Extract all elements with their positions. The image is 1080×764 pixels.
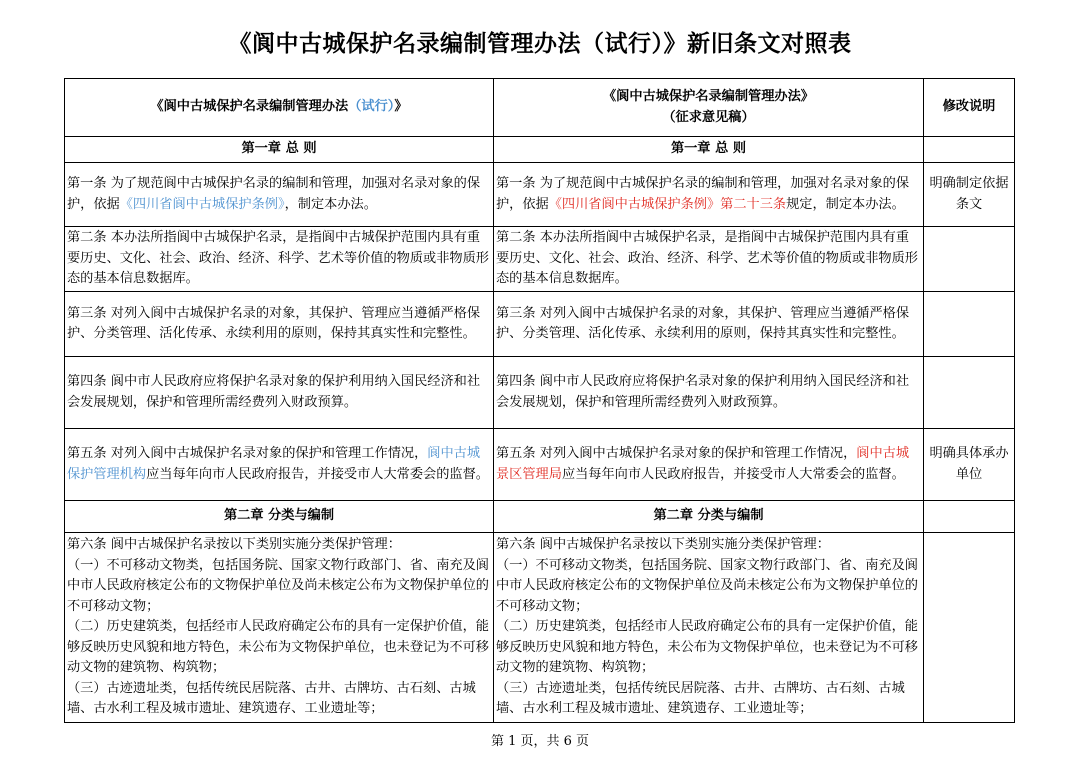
chapter-title-old: 第二章 分类与编制: [65, 501, 494, 533]
table-row: [65, 227, 1015, 292]
article-5-note: 明确具体承办单位: [924, 429, 1015, 501]
article-6-note: [924, 533, 1015, 723]
chapter-title-old: 第一章 总 则: [65, 137, 494, 163]
chapter-row: [65, 501, 1015, 533]
article-2-new: 第二条 本办法所指阆中古城保护名录，是指阆中古城保护范围内具有重要历史、文化、社会、政治、经济、科学、艺术等价值的物质或非物质形态的基本信息数据库。: [494, 227, 924, 292]
page-title: 《阆中古城保护名录编制管理办法（试行）》新旧条文对照表: [228, 31, 852, 57]
chapter-title-new: 第一章 总 则: [494, 137, 924, 163]
header-new-version: 《阆中古城保护名录编制管理办法》 （征求意见稿）: [494, 79, 924, 137]
article-3-old: 第三条 对列入阆中古城保护名录的对象，其保护、管理应当遵循严格保护、分类管理、活化传承、永续利用的原则，保持其真实性和完整性。: [65, 292, 494, 357]
chapter-note: [924, 501, 1015, 533]
article-3-new: 第三条 对列入阆中古城保护名录的对象，其保护、管理应当遵循严格保护、分类管理、活化传承、永续利用的原则，保持其真实性和完整性。: [494, 292, 924, 357]
article-4-old: 第四条 阆中市人民政府应将保护名录对象的保护利用纳入国民经济和社会发展规划，保护和管理所需经费列入财政预算。: [65, 357, 494, 429]
table-row: [65, 429, 1015, 501]
header-old-version: 《阆中古城保护名录编制管理办法（试行）》: [65, 79, 494, 137]
chapter-title-new: 第二章 分类与编制: [494, 501, 924, 533]
article-1-old: 第一条 为了规范阆中古城保护名录的编制和管理，加强对名录对象的保护，依据《四川省阆中古城保护条例》，制定本办法。: [65, 163, 494, 227]
header-note: 修改说明: [924, 79, 1015, 137]
article-2-note: [924, 227, 1015, 292]
table-row: [65, 357, 1015, 429]
article-5-new: 第五条 对列入阆中古城保护名录对象的保护和管理工作情况，阆中古城景区管理局应当每年向市人民政府报告，并接受市人大常委会的监督。: [494, 429, 924, 501]
comparison-table: [64, 78, 1015, 723]
article-1-new: 第一条 为了规范阆中古城保护名录的编制和管理，加强对名录对象的保护，依据《四川省阆中古城保护条例》第二十三条规定，制定本办法。: [494, 163, 924, 227]
article-4-note: [924, 357, 1015, 429]
article-6-new: 第六条 阆中古城保护名录按以下类别实施分类保护管理： （一）不可移动文物类，包括国务院、国家文物行政部门、省、南充及阆中市人民政府核定公布的文物保护单位及尚未核定公布为文物保护单位的不可移动文物； （二）历史建筑类，包括经市人民政府确定公布的具有一定保护价值，能够反映历史风貌和地方特色，未公布为文物保护单位，也未登记为不可移动文物的建筑物、构筑物； （三）古迹遗址类，包括传统民居院落、古井、古牌坊、古石刻、古城墙、古水利工程及城市遗址、建筑遗存、工业遗址等；: [494, 533, 924, 723]
article-6-old: 第六条 阆中古城保护名录按以下类别实施分类保护管理： （一）不可移动文物类，包括国务院、国家文物行政部门、省、南充及阆中市人民政府核定公布的文物保护单位及尚未核定公布为文物保护单位的不可移动文物； （二）历史建筑类，包括经市人民政府确定公布的具有一定保护价值，能够反映历史风貌和地方特色，未公布为文物保护单位，也未登记为不可移动文物的建筑物、构筑物； （三）古迹遗址类，包括传统民居院落、古井、古牌坊、古石刻、古城墙、古水利工程及城市遗址、建筑遗存、工业遗址等；: [65, 533, 494, 723]
chapter-note: [924, 137, 1015, 163]
article-1-note: 明确制定依据条文: [924, 163, 1015, 227]
article-5-old: 第五条 对列入阆中古城保护名录对象的保护和管理工作情况，阆中古城保护管理机构应当每年向市人民政府报告，并接受市人大常委会的监督。: [65, 429, 494, 501]
article-3-note: [924, 292, 1015, 357]
article-2-old: 第二条 本办法所指阆中古城保护名录，是指阆中古城保护范围内具有重要历史、文化、社会、政治、经济、科学、艺术等价值的物质或非物质形态的基本信息数据库。: [65, 227, 494, 292]
article-4-new: 第四条 阆中市人民政府应将保护名录对象的保护利用纳入国民经济和社会发展规划，保护和管理所需经费列入财政预算。: [494, 357, 924, 429]
chapter-row: [65, 137, 1015, 163]
table-row: [65, 163, 1015, 227]
table-header-row: [65, 79, 1015, 137]
table-row: [65, 292, 1015, 357]
page-number: 第 1 页，共 6 页: [490, 734, 590, 749]
table-row: [65, 533, 1015, 723]
